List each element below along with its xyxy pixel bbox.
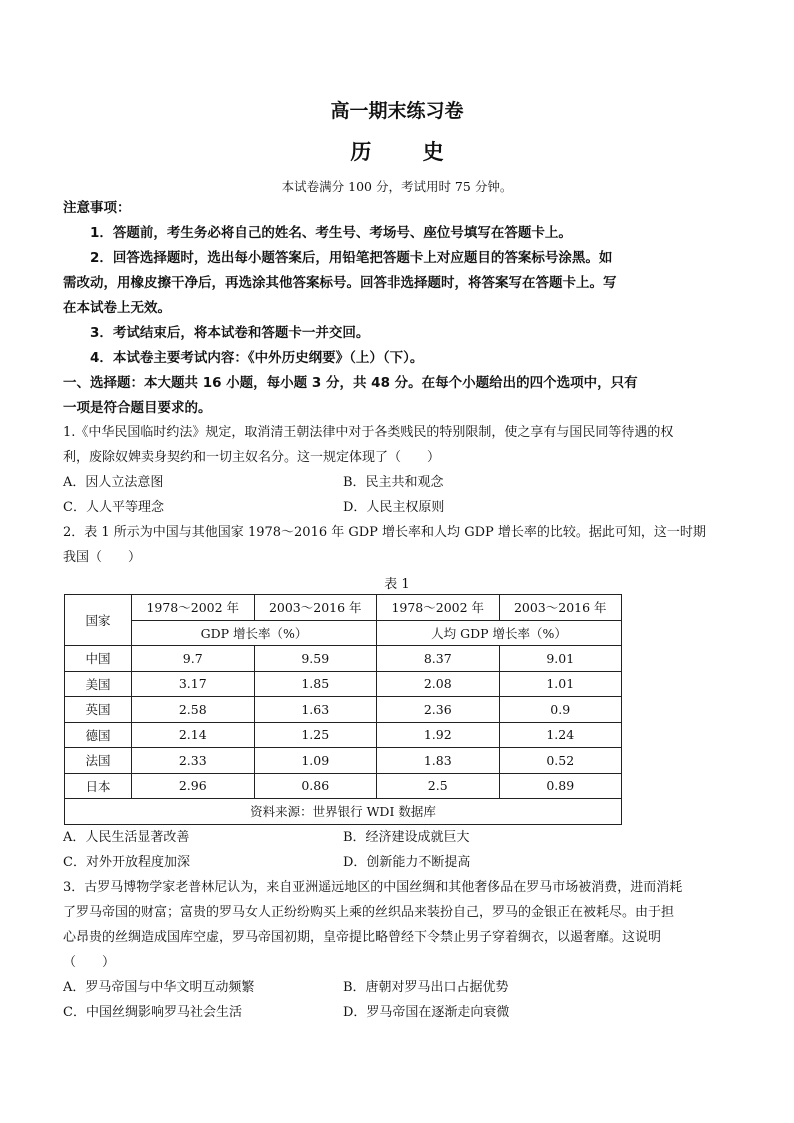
q1-option-a: A．因人立法意图: [63, 475, 164, 490]
value-cell: 1.92: [377, 722, 500, 748]
q3-stem-line-1: 3．古罗马博物学家老普林尼认为，来自亚洲遥远地区的中国丝绸和其他奢侈品在罗马市场被消费，进而消耗: [63, 880, 683, 895]
value-cell: 0.86: [254, 773, 377, 799]
period-header: 1978～2002 年: [132, 595, 255, 621]
q3-option-b: B．唐朝对罗马出口占据优势: [343, 980, 509, 995]
value-cell: 3.17: [132, 671, 255, 697]
table-row: [65, 697, 622, 723]
table-row: [65, 646, 622, 672]
note-item-1: 1．答题前，考生务必将自己的姓名、考生号、考场号、座位号填写在答题卡上。: [90, 225, 572, 241]
value-cell: 1.09: [254, 748, 377, 774]
q2-option-d: D．创新能力不断提高: [343, 855, 471, 870]
note-item-4: 4．本试卷主要考试内容：《中外历史纲要》（上）（下）。: [90, 350, 424, 366]
value-cell: 1.25: [254, 722, 377, 748]
table-caption: 表 1: [384, 577, 410, 592]
country-cell: 法国: [65, 748, 132, 774]
exam-info: 本试卷满分 100 分，考试用时 75 分钟。: [281, 179, 513, 194]
note-item-2-line-1: 2．回答选择题时，选出每小题答案后，用铅笔把答题卡上对应题目的答案标号涂黑。如: [90, 250, 613, 266]
value-cell: 1.85: [254, 671, 377, 697]
table-row: [65, 773, 622, 799]
period-header: 1978～2002 年: [377, 595, 500, 621]
country-cell: 日本: [65, 773, 132, 799]
table-group-row: [65, 620, 622, 646]
value-cell: 2.5: [377, 773, 500, 799]
table-row: [65, 748, 622, 774]
country-cell: 美国: [65, 671, 132, 697]
gdp-growth-table: [64, 594, 622, 825]
notes-heading: 注意事项：: [63, 200, 131, 216]
value-cell: 0.9: [499, 697, 622, 723]
q3-option-a: A．罗马帝国与中华文明互动频繁: [63, 980, 255, 995]
value-cell: 8.37: [377, 646, 500, 672]
table-row: [65, 671, 622, 697]
q3-option-c: C．中国丝绸影响罗马社会生活: [63, 1005, 242, 1020]
value-cell: 9.7: [132, 646, 255, 672]
q3-stem-line-4: （ ）: [63, 955, 116, 970]
q1-option-b: B．民主共和观念: [343, 475, 444, 490]
section-1-heading-line-1: 一、选择题：本大题共 16 小题，每小题 3 分，共 48 分。在每个小题给出的四个选项中，只有: [63, 375, 638, 391]
table-source: 资料来源：世界银行 WDI 数据库: [65, 799, 622, 825]
value-cell: 1.83: [377, 748, 500, 774]
q2-option-c: C．对外开放程度加深: [63, 855, 190, 870]
value-cell: 2.96: [132, 773, 255, 799]
per-capita-gdp-group-header: 人均 GDP 增长率（%）: [377, 620, 622, 646]
value-cell: 2.33: [132, 748, 255, 774]
value-cell: 1.24: [499, 722, 622, 748]
value-cell: 2.14: [132, 722, 255, 748]
country-header: 国家: [65, 595, 132, 646]
value-cell: 0.89: [499, 773, 622, 799]
exam-title: 高一期末练习卷: [330, 100, 464, 122]
q2-stem-line-2: 我国（ ）: [63, 550, 142, 565]
value-cell: 0.52: [499, 748, 622, 774]
q1-stem-line-1: 1.《中华民国临时约法》规定，取消清王朝法律中对于各类贱民的特别限制，使之享有与国民同等待遇的权: [63, 425, 674, 440]
country-cell: 中国: [65, 646, 132, 672]
note-item-2-line-3: 在本试卷上无效。: [63, 300, 171, 316]
q1-option-c: C．人人平等理念: [63, 500, 164, 515]
section-1-heading-line-2: 一项是符合题目要求的。: [63, 400, 212, 416]
value-cell: 9.59: [254, 646, 377, 672]
table-header-row: [65, 595, 622, 621]
q2-stem-line-1: 2．表 1 所示为中国与其他国家 1978～2016 年 GDP 增长率和人均 GDP 增长率的比较。据此可知，这一时期: [63, 525, 706, 540]
q2-option-b: B．经济建设成就巨大: [343, 830, 470, 845]
q1-option-d: D．人民主权原则: [343, 500, 445, 515]
value-cell: 2.36: [377, 697, 500, 723]
note-item-2-line-2: 需改动，用橡皮擦干净后，再选涂其他答案标号。回答非选择题时，将答案写在答题卡上。写: [63, 275, 617, 291]
period-header: 2003～2016 年: [499, 595, 622, 621]
country-cell: 德国: [65, 722, 132, 748]
period-header: 2003～2016 年: [254, 595, 377, 621]
note-item-3: 3．考试结束后，将本试卷和答题卡一并交回。: [90, 325, 370, 341]
subject-title: 历 史: [350, 140, 466, 164]
table-row: [65, 722, 622, 748]
q3-stem-line-2: 了罗马帝国的财富；富贵的罗马女人正纷纷购买上乘的丝织品来装扮自己，罗马的金银正在被耗尽。由于担: [63, 905, 675, 920]
q2-option-a: A．人民生活显著改善: [63, 830, 190, 845]
value-cell: 2.08: [377, 671, 500, 697]
value-cell: 1.63: [254, 697, 377, 723]
value-cell: 1.01: [499, 671, 622, 697]
gdp-growth-group-header: GDP 增长率（%）: [132, 620, 377, 646]
q3-option-d: D．罗马帝国在逐渐走向衰微: [343, 1005, 510, 1020]
value-cell: 9.01: [499, 646, 622, 672]
table-source-row: [65, 799, 622, 825]
q3-stem-line-3: 心昂贵的丝绸造成国库空虚，罗马帝国初期，皇帝提比略曾经下令禁止男子穿着绸衣，以遏奢靡。这说明: [63, 930, 662, 945]
q1-stem-line-2: 利，废除奴婢卖身契约和一切主奴名分。这一规定体现了（ ）: [63, 450, 441, 465]
country-cell: 英国: [65, 697, 132, 723]
value-cell: 2.58: [132, 697, 255, 723]
